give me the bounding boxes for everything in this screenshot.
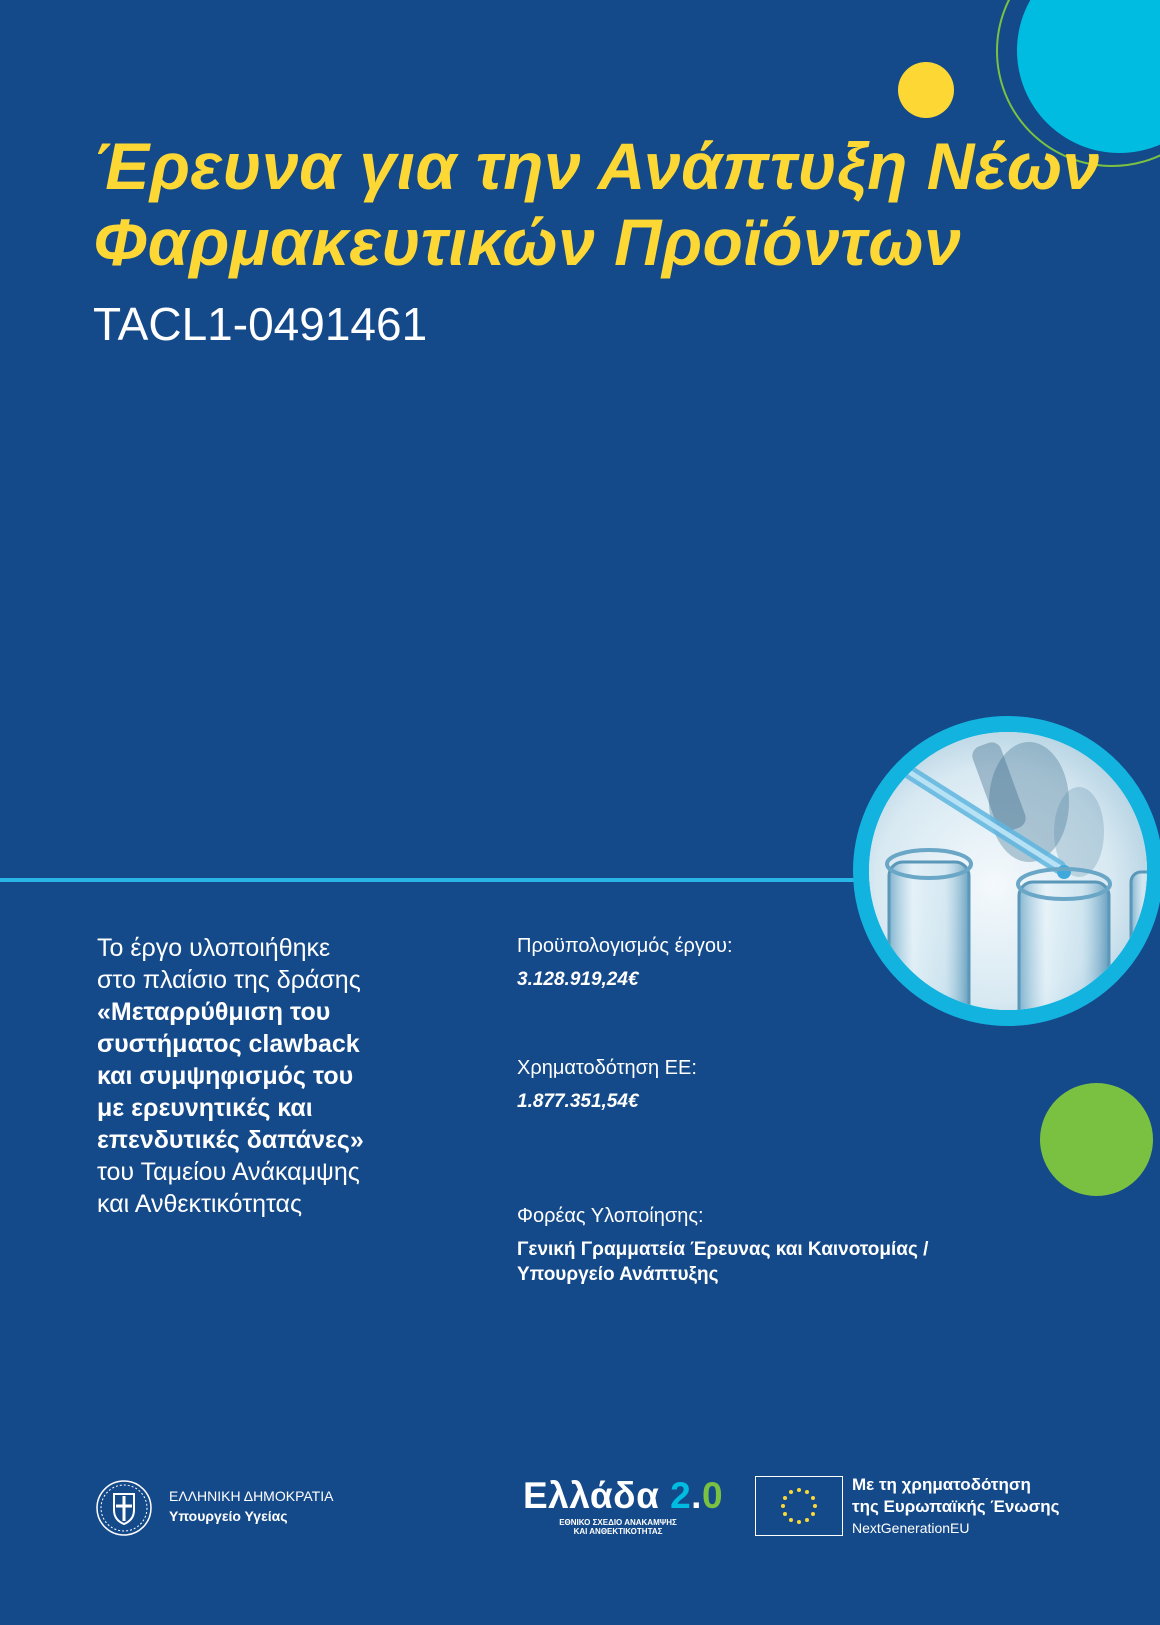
implementing-agency-block [517,1203,1037,1287]
decorative-green-circle [1040,1083,1153,1196]
project-title-line-1: Έρευνα για την Ανάπτυξη Νέων [93,129,1100,203]
divider-line [0,878,870,882]
action-name-line: συστήματος clawback [97,1030,360,1058]
project-title-line-2: Φαρμακευτικών Προϊόντων [93,205,962,279]
eu-funding-block [517,1055,1037,1114]
greece-sub-line: ΕΘΝΙΚΟ ΣΧΕΔΙΟ ΑΝΑΚΑΜΨΗΣ [559,1518,677,1527]
agency-value-line-1: Γενική Γραμματεία Έρευνας και Καινοτομίας / [517,1239,929,1260]
greece-sub-line: ΚΑΙ ΑΝΘΕΚΤΙΚΟΤΗΤΑΣ [573,1527,663,1536]
budget-block [517,933,1037,992]
description-line: του Ταμείου Ανάκαμψης [97,1158,360,1186]
eu-funding-value: 1.877.351,54€ [517,1091,639,1112]
action-name-line: «Μεταρρύθμιση του [97,998,331,1026]
eu-line-1: Με τη χρηματοδότηση [852,1475,1031,1494]
greece-2-0-subtitle [523,1518,713,1536]
action-name-line: επενδυτικές δαπάνες» [97,1126,364,1154]
description-line: Το έργο υλοποιήθηκε [97,934,331,962]
agency-label: Φορέας Υλοποίησης: [517,1205,704,1227]
greece-word: Ελλάδα [523,1475,660,1516]
greek-coat-of-arms-icon [94,1478,154,1538]
hellenic-republic-logo [94,1478,394,1538]
eu-flag-icon [755,1476,843,1536]
eu-funding-label: Χρηματοδότηση ΕΕ: [517,1057,697,1079]
action-name-line: με ερευνητικές και [97,1094,313,1122]
greece-2-0-wordmark [523,1476,738,1516]
greece-number-0: 0 [701,1475,724,1516]
greece-number-2: 2 [670,1475,692,1516]
greece-2-0-logo [523,1476,738,1538]
gov-name: ΕΛΛΗΝΙΚΗ ΔΗΜΟΚΡΑΤΙΑ [169,1488,334,1504]
decorative-yellow-dot [898,62,954,118]
ministry-name: Υπουργείο Υγείας [169,1508,288,1524]
next-generation-eu-label: NextGenerationEU [852,1520,970,1536]
budget-label: Προϋπολογισμός έργου: [517,935,733,957]
action-name-line: και συμψηφισμός του [97,1062,354,1090]
eu-line-2: της Ευρωπαϊκής Ένωσης [852,1497,1060,1516]
eu-funding-statement [852,1474,1112,1538]
agency-value-line-2: Υπουργείο Ανάπτυξης [517,1264,719,1285]
description-line: και Ανθεκτικότητας [97,1190,303,1218]
description-line: στο πλαίσιο της δράσης [97,966,361,994]
eu-stars-icon [756,1477,842,1535]
budget-value: 3.128.919,24€ [517,969,639,990]
project-code: TACL1-0491461 [93,298,428,350]
hellenic-republic-text [169,1486,333,1526]
project-description [97,932,427,1220]
greece-dot: . [691,1475,702,1516]
project-title [93,128,1113,280]
